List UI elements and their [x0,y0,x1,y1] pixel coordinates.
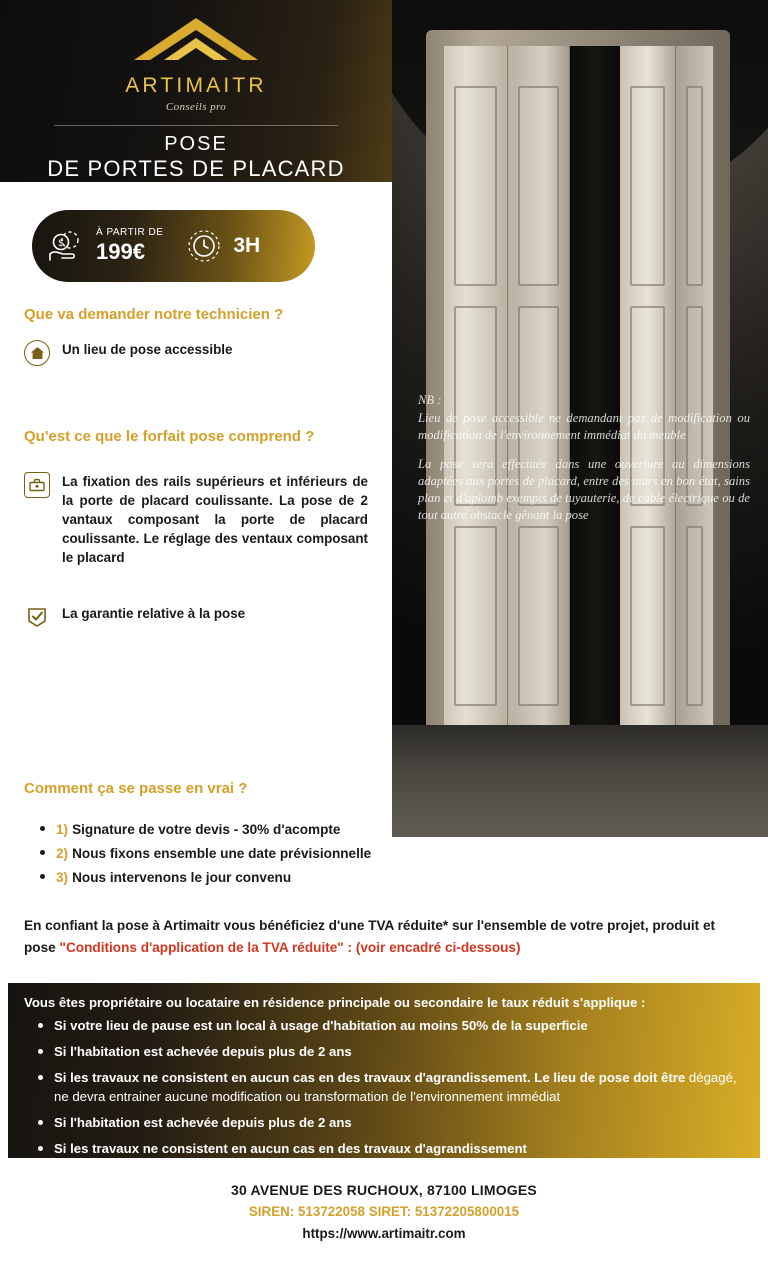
duration-group [185,227,260,265]
bullet-dot-icon [38,1075,43,1080]
list-item-label: La garantie relative à la pose [62,606,246,621]
check-shield-icon [24,604,50,630]
list-item [24,1042,744,1061]
tva-paragraph [24,915,750,959]
door-leaf [444,46,508,734]
list-item [24,1113,744,1132]
floor-surface [392,725,768,837]
price-group [32,227,163,265]
footer-address: 30 AVENUE DES RUCHOUX, 87100 LIMOGES [231,1182,537,1198]
list-item-label: Si les travaux ne consistent en aucun cas en des travaux d'agrandissement. Le lieu de pose doit être [54,1070,686,1085]
list-item [24,472,368,567]
duration-value: 3H [233,234,261,257]
clock-icon [185,227,223,265]
bullet-dot-icon [38,1023,43,1028]
page-footer [0,1182,768,1241]
footer-siren: SIREN: 513722058 SIRET: 51372205800015 [248,1204,520,1219]
photo-note-nb: NB : [418,393,442,407]
svg-text:$: $ [58,238,64,248]
technician-question: Que va demander notre technicien ? [24,306,284,323]
footer-website[interactable]: https://www.artimaitr.com [302,1226,466,1241]
tva-conditions-box [8,983,760,1158]
list-item-label: Si votre lieu de pause est un local à usage d'habitation au moins 50% de la superficie [54,1018,588,1033]
list-item [24,340,374,366]
forfait-question: Qu'est ce que le forfait pose comprend ? [24,428,315,445]
step-label: Nous fixons ensemble une date prévisionnelle [72,846,372,861]
house-icon [24,340,50,366]
price-text [96,227,163,265]
list-item [24,1139,744,1158]
list-item [24,604,368,630]
price-amount: 199€ [96,239,145,264]
list-item-label: Si l'habitation est achevée depuis plus de 2 ans [54,1115,352,1130]
photo-note [418,392,750,524]
process-steps [40,822,390,894]
list-item-label: Si les travaux ne consistent en aucun cas en des travaux d'agrandissement [54,1141,527,1156]
process-question: Comment ça se passe en vrai ? [24,780,248,797]
bullet-dot-icon [40,826,45,831]
door-gap [570,46,620,734]
door-leaf [620,46,676,734]
step-label: Nous intervenons le jour convenu [72,870,292,885]
step-number: 3) [56,870,69,885]
photo-note-paragraph-1: Lieu de pose accessible ne demandant pas de modification ou modification de l'environnement immédiat du meuble [418,411,750,442]
photo-note-paragraph-2: La pose sera effectuée dans une ouverture au dimensions adaptées aux portes de placard, entre des murs en bon état, sains plan et d'aplomb exempts de tuyauterie, de câble électrique ou de tout autre obstacle gênant la pose [418,457,750,522]
page-title-line2: DE PORTES DE PLACARD [47,156,345,181]
list-item [40,822,390,837]
list-item-label: La fixation des rails supérieurs et inférieurs de la porte de placard coulissante. La pose de 2 vantaux composant la porte de placard coulissante. Le réglage des ventaux composant le placard [62,474,368,565]
roof-logo-icon [130,14,262,70]
bullet-dot-icon [38,1146,43,1151]
price-banner [32,210,315,282]
closet-opening [444,46,714,736]
tva-conditions-lead: Vous êtes propriétaire ou locataire en résidence principale ou secondaire le taux réduit s'applique : [24,995,646,1010]
brand-logo [0,14,392,126]
bullet-dot-icon [40,850,45,855]
page-title-line1: POSE [164,133,228,155]
product-photo [392,0,768,837]
door-leaf [676,46,714,734]
tva-conditions-link[interactable]: "Conditions d'application de la TVA réduite" : (voir encadré ci-dessous) [59,940,521,955]
brand-name: ARTIMAITR [125,74,267,97]
hand-money-icon [48,229,88,263]
list-item-label: Si l'habitation est achevée depuis plus de 2 ans [54,1044,352,1059]
bullet-dot-icon [38,1120,43,1125]
list-item [40,870,390,885]
brand-tagline: Conseils pro [165,101,227,113]
door-leaf [508,46,570,734]
step-number: 2) [56,846,69,861]
list-item-label: Un lieu de pose accessible [62,342,233,357]
tva-paragraph-text: En confiant la pose à Artimaitr vous bénéficiez d'une TVA réduite* sur l'ensemble de votre projet, produit et pose [24,918,716,955]
price-from-label: À PARTIR DE [96,227,164,238]
list-item [24,1016,744,1035]
step-label: Signature de votre devis - 30% d'acompte [72,822,341,837]
step-number: 1) [56,822,69,837]
toolbox-icon [24,472,50,498]
logo-divider [54,125,338,126]
page-title [0,133,392,182]
bullet-dot-icon [38,1049,43,1054]
list-item [40,846,390,861]
list-item [24,1068,744,1106]
list-item-extra: dégagé, ne devra entrainer aucune modification ou transformation de l'environnement immédiat [54,1070,737,1104]
bullet-dot-icon [40,874,45,879]
